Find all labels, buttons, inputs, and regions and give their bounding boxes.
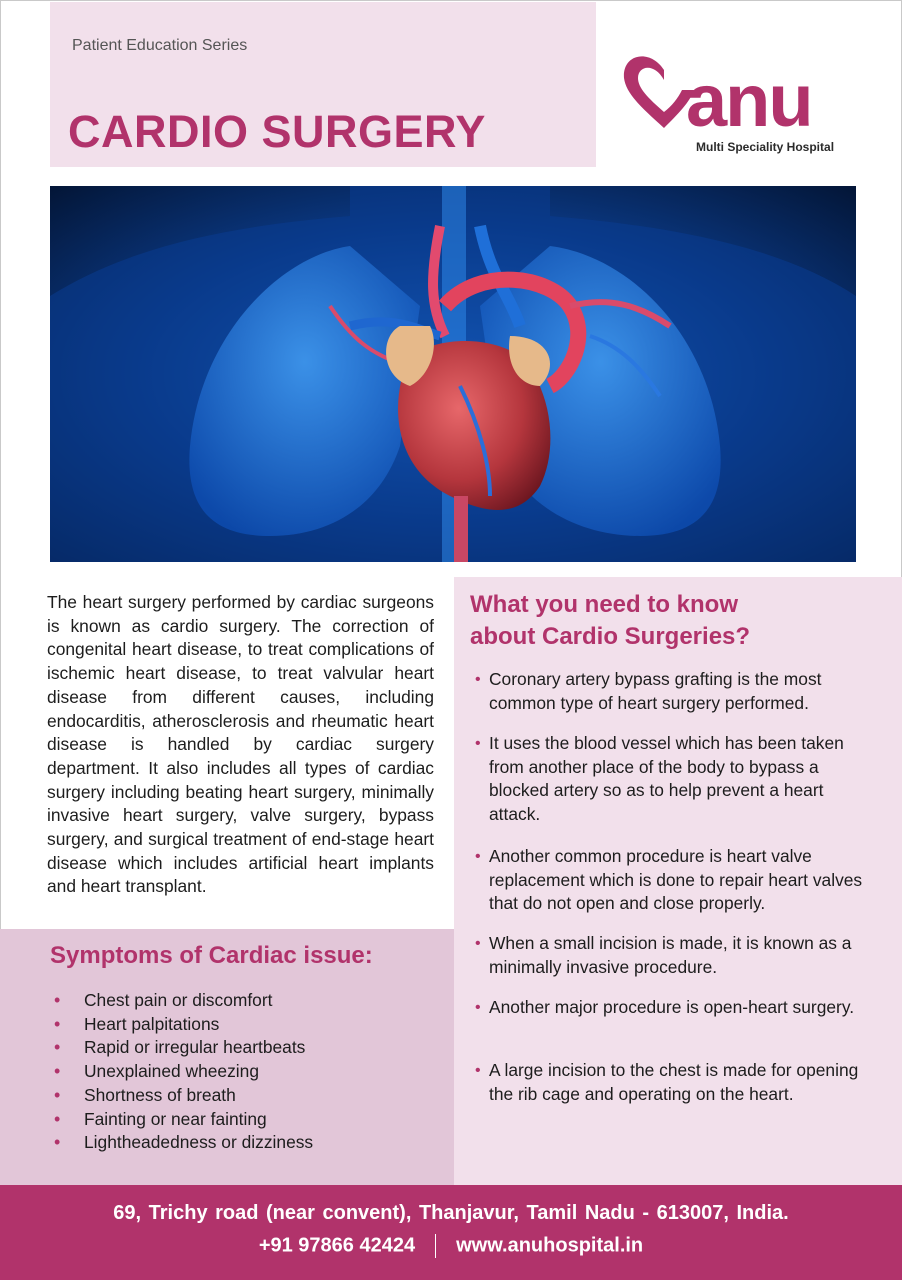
know-heading-line2: about Cardio Surgeries? [470,623,751,650]
intro-paragraph: The heart surgery performed by cardiac surgeons is known as cardio surgery. The correction of congenital heart disease, to treat complications of ischemic heart disease, to treat valvular heart disease from different causes, including endocarditis, atherosclerosis and rheumatic heart disease is handled by cardiac surgery department. It also includes all types of cardiac surgery including beating heart surgery, minimally invasive heart surgery, valve surgery, bypass surgery, and surgical treatment of end-stage heart disease which includes artificial heart implants and heart transplant. [47,592,434,897]
know-item: • A large incision to the chest is made for opening the rib cage and operating on the heart. [475,1059,874,1106]
symptom-item: • Lightheadedness or dizziness [50,1131,313,1155]
logo-wordmark: anu [686,59,812,142]
footer-contact [0,1234,902,1258]
symptom-item: • Rapid or irregular heartbeats [50,1036,313,1060]
know-item: • When a small incision is made, it is known as a minimally invasive procedure. [475,932,874,979]
symptom-item: • Heart palpitations [50,1013,313,1037]
symptom-item: • Fainting or near fainting [50,1108,313,1132]
anatomical-heart-image [50,186,856,562]
know-heading [470,589,750,653]
know-heading-line1: What you need to know [470,591,738,618]
symptoms-list [50,989,313,1155]
symptom-item: • Chest pain or discomfort [50,989,313,1013]
footer-divider [435,1234,436,1258]
heart-illustration [50,186,856,562]
symptom-item: • Unexplained wheezing [50,1060,313,1084]
footer-phone[interactable]: +91 97866 42424 [258,1234,416,1257]
page-title: CARDIO SURGERY [68,106,486,157]
know-item: • Another major procedure is open-heart surgery. [475,996,874,1020]
know-item: • Coronary artery bypass grafting is the most common type of heart surgery performed. [475,668,874,715]
logo-subtitle: Multi Speciality Hospital [696,140,835,154]
footer-bar [0,1185,902,1280]
series-label: Patient Education Series [72,37,248,54]
footer-website-link[interactable]: www.anuhospital.in [456,1234,644,1257]
footer-address: 69, Trichy road (near convent), Thanjavur, Tamil Nadu - 613007, India. [113,1202,789,1224]
symptom-item: • Shortness of breath [50,1084,313,1108]
hospital-logo [620,50,860,160]
symptoms-heading: Symptoms of Cardiac issue: [50,942,373,969]
know-item: • Another common procedure is heart valve replacement which is done to repair heart valves that do not open and close properly. [475,845,874,916]
know-item: • It uses the blood vessel which has been taken from another place of the body to bypass a blocked artery so as to help prevent a heart attack. [475,732,874,827]
